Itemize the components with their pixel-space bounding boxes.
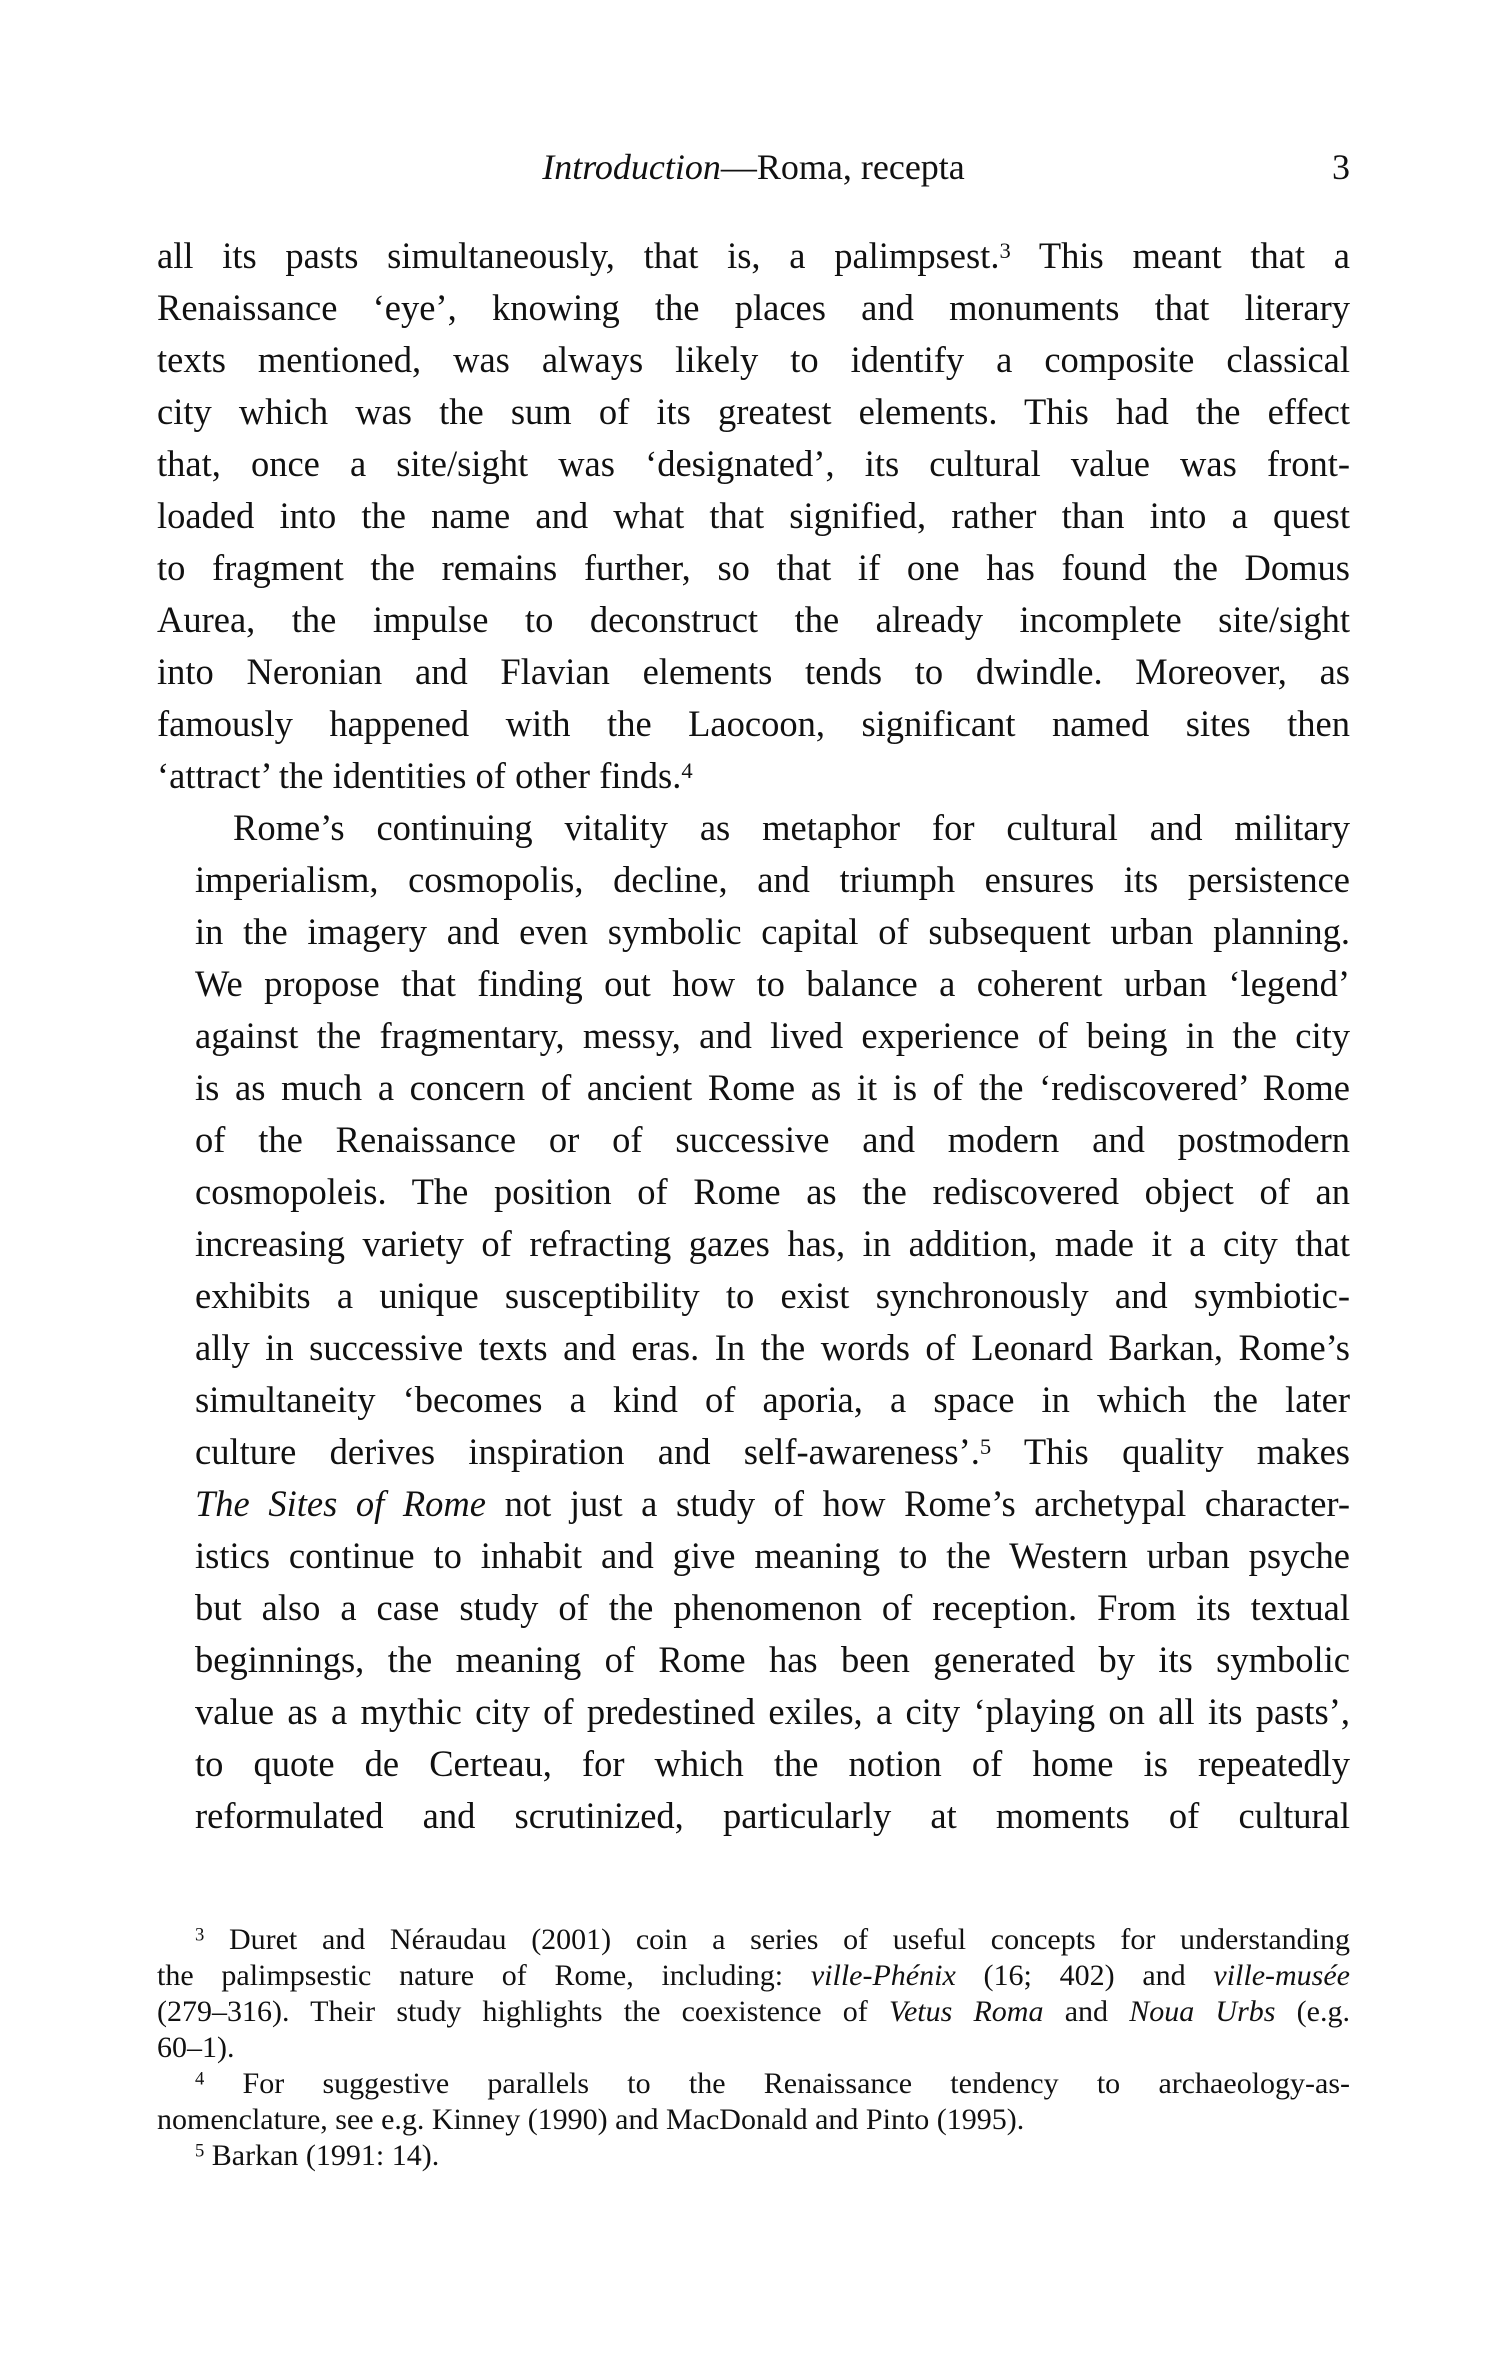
running-title — [157, 142, 1350, 192]
text-line: of the Renaissance or of successive and modern and postmodern — [195, 1119, 1350, 1160]
text-line: Rome’s continuing vitality as metaphor for cultural and military — [233, 807, 1350, 848]
footnote-marker: 3 — [195, 1924, 205, 1946]
page-number: 3 — [1332, 147, 1350, 187]
text-line: exhibits a unique susceptibility to exist synchronously and symbiotic- — [195, 1275, 1350, 1316]
text-line: Renaissance ‘eye’, knowing the places and monuments that literary — [157, 287, 1350, 328]
footnote-4 — [157, 2066, 1350, 2138]
footnote-line: the palimpsestic nature of Rome, including: ville-Phénix (16; 402) and ville-musée — [157, 1959, 1350, 1992]
text-line: ‘attract’ the identities of other finds.$^4$ — [157, 755, 693, 796]
text-line: value as a mythic city of predestined exiles, a city ‘playing on all its pasts’, — [195, 1691, 1350, 1732]
text-line: increasing variety of refracting gazes has, in addition, made it a city that — [195, 1223, 1350, 1264]
text-line: simultaneity ‘becomes a kind of aporia, a space in which the later — [195, 1379, 1350, 1420]
footnote-line: $^3$ Duret and Néraudau (2001) coin a series of useful concepts for understanding — [195, 1923, 1350, 1956]
text-line: The Sites of Rome not just a study of how Rome’s archetypal character- — [195, 1483, 1350, 1524]
footnote-line: nomenclature, see e.g. Kinney (1990) and MacDonald and Pinto (1995). — [157, 2103, 1025, 2136]
text-line: is as much a concern of ancient Rome as it is of the ‘rediscovered’ Rome — [195, 1067, 1350, 1108]
text-line: cosmopoleis. The position of Rome as the rediscovered object of an — [195, 1171, 1350, 1212]
italic-text: Vetus Roma — [888, 1995, 1044, 2028]
running-title-italic: Introduction — [542, 147, 721, 187]
footnote-line: $^4$ For suggestive parallels to the Renaissance tendency to archaeology-as- — [195, 2067, 1350, 2100]
text-line: loaded into the name and what that signified, rather than into a quest — [157, 495, 1350, 536]
text-line: texts mentioned, was always likely to identify a composite classical — [157, 339, 1350, 380]
text-line: istics continue to inhabit and give meaning to the Western urban psyche — [195, 1535, 1350, 1576]
text-line: city which was the sum of its greatest elements. This had the effect — [157, 391, 1350, 432]
text-line: but also a case study of the phenomenon of reception. From its textual — [195, 1587, 1350, 1628]
text-line: to quote de Certeau, for which the notion of home is repeatedly — [195, 1743, 1350, 1784]
italic-text: ville-Phénix — [810, 1959, 956, 1992]
body-text — [157, 230, 1350, 1842]
italic-text: The Sites of Rome — [195, 1483, 486, 1524]
text-line: We propose that finding out how to balance a coherent urban ‘legend’ — [195, 963, 1350, 1004]
text-line: famously happened with the Laocoon, significant named sites then — [157, 703, 1350, 744]
footnote-3 — [157, 1922, 1350, 2066]
italic-text: Noua Urbs — [1129, 1995, 1276, 2028]
footnote-5 — [157, 2138, 1350, 2174]
text-line: Aurea, the impulse to deconstruct the already incomplete site/sight — [157, 599, 1350, 640]
footnote-marker: 3 — [999, 237, 1011, 263]
footnote-line: $^5$ Barkan (1991: 14). — [195, 2139, 440, 2172]
text-line: that, once a site/sight was ‘designated’, its cultural value was front- — [157, 443, 1350, 484]
text-line: reformulated and scrutinized, particularly at moments of cultural — [195, 1795, 1350, 1836]
footnote-marker: 4 — [681, 757, 693, 783]
footnote-marker: 4 — [195, 2068, 205, 2090]
footnote-line: (279–316). Their study highlights the coexistence of Vetus Roma and Noua Urbs (e.g. — [157, 1995, 1350, 2028]
running-head — [157, 142, 1350, 192]
text-line: ally in successive texts and eras. In the words of Leonard Barkan, Rome’s — [195, 1327, 1350, 1368]
text-line: all its pasts simultaneously, that is, a palimpsest.$^3$ This meant that a — [157, 235, 1350, 276]
italic-text: ville-musée — [1213, 1959, 1350, 1992]
text-line: to fragment the remains further, so that if one has found the Domus — [157, 547, 1350, 588]
text-line: imperialism, cosmopolis, decline, and triumph ensures its persistence — [195, 859, 1350, 900]
text-line: culture derives inspiration and self-awareness’.$^5$ This quality makes — [195, 1431, 1350, 1472]
footnote-line: 60–1). — [157, 2031, 235, 2064]
text-line: against the fragmentary, messy, and lived experience of being in the city — [195, 1015, 1350, 1056]
footnotes — [157, 1922, 1350, 2174]
text-line: in the imagery and even symbolic capital of subsequent urban planning. — [195, 911, 1350, 952]
text-line: beginnings, the meaning of Rome has been generated by its symbolic — [195, 1639, 1350, 1680]
footnote-marker: 5 — [195, 2140, 205, 2162]
running-title-rest: —Roma, recepta — [720, 147, 965, 187]
text-line: into Neronian and Flavian elements tends to dwindle. Moreover, as — [157, 651, 1350, 692]
footnote-marker: 5 — [979, 1433, 992, 1459]
paragraph — [157, 230, 1350, 802]
paragraph — [157, 802, 1350, 1842]
